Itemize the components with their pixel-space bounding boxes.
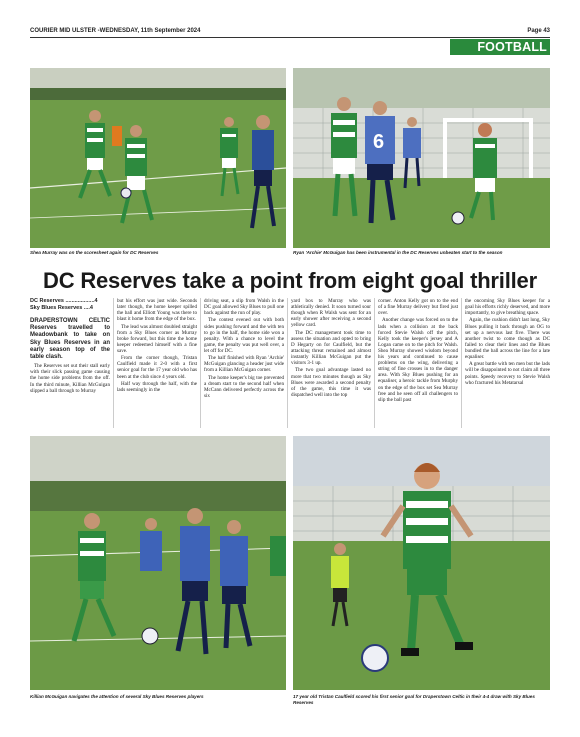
paragraph: The contest evened out with both sides pushing forward and the with ten to go in the half, the home side won a penalty. With a chance to level the game, the penalty was put well over, a let off for DC. [204,317,284,354]
paragraph: The half finished with Ryan 'Archie' McGuigan glancing a header just wide from a Killian McGuigan corner. [204,355,284,374]
article-headline: DC Reserves take a point from eight goal thriller [43,268,537,293]
caption-photo-4: 17 year old Tristan Caulfield scored his first senior goal for Draperstown Celtic in their 4-4 draw with Sky Blues Reserves [293,694,535,705]
caption-photo-3: Killian McGuigan navigates the attention of several Sky Blues Reserves players [30,694,204,699]
article-lead: DRAPERSTOWN CELTIC Reserves travelled to Meadowbank to take on Sky Blues Reserves in an early season top of the table clash. [30,318,110,361]
paragraph: The home keeper's big toe prevented a dream start to the second half when McCann delivered perfectly across the six [204,374,284,399]
section-banner [450,39,550,55]
column-divider [374,298,375,428]
photo-ryan-mcguigan [293,68,550,248]
score-line-away: Sky Blues Reserves ....4 [30,305,93,311]
shirt-number: 6 [373,131,385,153]
column-divider [200,298,201,428]
photo-shea-murray [30,68,286,248]
column-divider [113,298,114,428]
paragraph: but his effort was just wide. Seconds later though, the home keeper spilled the ball and Elliott Young was there to blast it home from the edge of the box. [117,298,197,323]
header-rule [30,37,550,38]
publication-line: COURIER MID ULSTER -WEDNESDAY, 11th September 2024 [30,28,201,34]
paragraph: driving seat, a slip from Walsh in the DC goal allowed Sky Blues to pull one back against the run of play. [204,298,284,317]
paragraph: From the corner though, Tristan Caulfield made it 2-0 with a first senior goal for the 17 year old who has been at the club since 4 years old. [117,355,197,380]
score-line-home: DC Reserves ...................4 [30,298,98,304]
page-header [30,28,550,37]
paragraph: Half way through the half, with the lads seemingly in the [117,380,197,393]
paragraph: The lead was almost doubled straight from a Sky Blues corner as Murray broke forward, but this time the home keeper redeemed himself with a fine save. [117,323,197,354]
article-column-2 [117,298,197,430]
paragraph: A great battle with ten men but the lads will be disappointed to not claim all three points. Speedy recovery to Stevie Walsh who fractured his Metatarsal [465,361,550,386]
paragraph: The Reserves set out their stall early with their slick passing game causing the home side problems from the off. In the third minute, Killian McGuigan slipped a ball through to Murray [30,363,110,394]
caption-photo-1: Shea Murray was on the scoresheet again for DC Reserves [30,250,159,255]
paragraph: yard box to Murray who was athletically denied. It soon turned sour though when R Walsh was sent for an early shower after receiving a second yellow card. [291,298,371,329]
paragraph: The two goal advantage lasted no more that two minutes though as Sky Blues were awarded a second penalty of the game, this time it was dispatched well into the top [291,367,371,398]
caption-photo-2: Ryan 'Archie' McGuigan has been instrumental in the DC Reserves unbeaten start to the season [293,250,503,255]
paragraph: Another change was forced on to the lads when a collision at the back forced Stevie Walsh off the pitch, Kelly took the keeper's jersey and A Logan came on to the pitch for Walsh. Shea Murray showed wisdom beyond his years and continued to cause problems on the wing, delivering a string of fine crosses in to the danger area. With Sky Blues pushing for an equaliser, a heroic tackle from Murphy on the edge of the box set Sea Murray free and he seen off all challengers to slip the ball past [378,317,458,403]
article-column-6 [465,298,550,430]
photo-killian-mcguigan [30,436,286,690]
article-column-1 [30,298,110,430]
paragraph: Again, the cushion didn't last long, Sky Blues pulling it back through an OG to set up a nervous last five. There was another twist to come though as DC failed to clear their lines and the Blues bundled the ball across the line for a late equaliser. [465,317,550,361]
page-number: Page 43 [527,28,550,34]
photo-tristan-caulfield [293,436,550,690]
score-box [30,298,110,312]
article-column-5 [378,298,458,430]
paragraph: The DC management took time to assess the situation and opted to bring D Hegarty on for Caulfield, but the attacking threat remained and almost instantly Killian McGuigan put the visitors 3-1 up. [291,329,371,367]
paragraph: the oncoming Sky Blues keeper for a goal his efforts richly deserved, and more importantly, to give breathing space. [465,298,550,317]
column-divider [287,298,288,428]
column-divider [461,298,462,428]
article-column-4 [291,298,371,430]
paragraph: corner. Anton Kelly got on to the end of a fine Murray delivery but fired just over. [378,298,458,317]
section-label: FOOTBALL [477,40,547,54]
article-column-3 [204,298,284,430]
